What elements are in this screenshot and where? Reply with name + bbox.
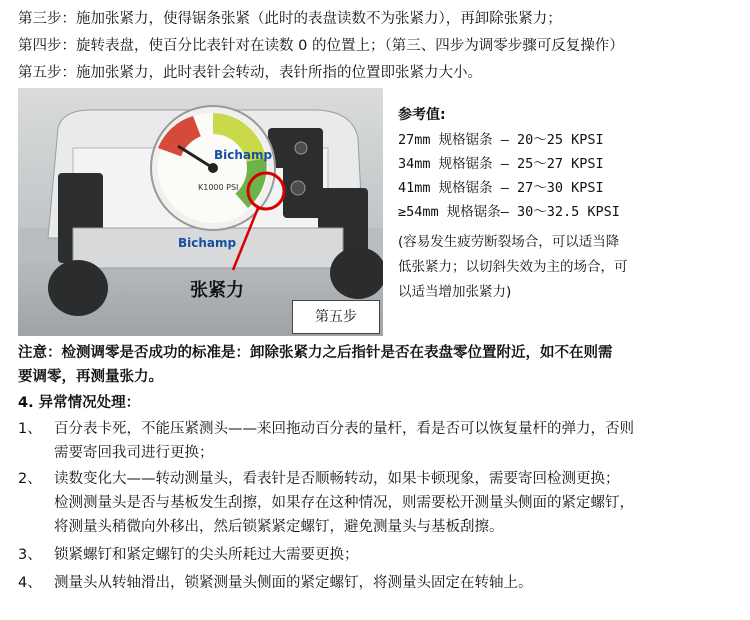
reference-note-line: 低张紧力；以切斜失效为主的场合，可 — [398, 259, 628, 275]
reference-row: 41mm 规格锯条 — 27～30 KPSI — [398, 180, 604, 196]
base-brand-text: Bichamp — [178, 236, 237, 250]
reference-note-line: 以适当增加张紧力) — [398, 284, 512, 300]
step-five-box: 第五步 — [292, 300, 380, 334]
tension-callout-label: 张紧力 — [190, 280, 244, 301]
step5-text: 第五步：施加张紧力，此时表针会转动，表针所指的位置即张紧力大小。 — [18, 65, 482, 81]
list-item-text: 读数变化大——转动测量头，看表针是否顺畅转动，如果卡顿现象，需要寄回检测更换； — [54, 471, 620, 487]
list-item-number: 1、 — [18, 421, 42, 437]
list-item-number: 4、 — [18, 575, 42, 591]
list-item-text: 测量头从转轴滑出，锁紧测量头侧面的紧定螺钉，将测量头固定在转轴上。 — [54, 575, 533, 591]
list-item-text: 检测测量头是否与基板发生刮擦，如果存在这种情况，则需要松开测量头侧面的紧定螺钉， — [54, 495, 634, 511]
reference-row: ≥54mm 规格锯条— 30～32.5 KPSI — [398, 204, 620, 220]
reference-title: 参考值: — [398, 107, 446, 123]
list-item-text: 将测量头稍微向外移出，然后锁紧紧定螺钉，避免测量头与基板刮擦。 — [54, 519, 504, 535]
reference-row: 34mm 规格锯条 — 25～27 KPSI — [398, 156, 604, 172]
reference-row: 27mm 规格锯条 — 20～25 KPSI — [398, 132, 604, 148]
step3-text: 第三步：施加张紧力，使得锯条张紧（此时的表盘读数不为张紧力），再卸除张紧力； — [18, 11, 562, 27]
notice-line: 要调零，再测量张力。 — [18, 369, 163, 385]
dial-brand-text: Bichamp — [214, 148, 273, 162]
dial-unit-text: K1000 PSI — [198, 183, 239, 192]
section-heading: 4. 异常情况处理： — [18, 395, 141, 411]
step4-text: 第四步：旋转表盘，使百分比表针对在读数 0 的位置上；（第三、四步为调零步骤可反复操作） — [18, 38, 624, 54]
reference-note-line: (容易发生疲劳断裂场合，可以适当降 — [398, 234, 620, 250]
notice-line: 注意：检测调零是否成功的标准是：卸除张紧力之后指针是否在表盘零位置附近，如不在则需 — [18, 345, 613, 361]
list-item-text: 百分表卡死，不能压紧测头——来回拖动百分表的量杆，看是否可以恢复量杆的弹力，否则 — [54, 421, 634, 437]
list-item-text: 需要寄回我司进行更换； — [54, 445, 214, 461]
list-item-number: 3、 — [18, 547, 42, 563]
list-item-number: 2、 — [18, 471, 42, 487]
list-item-text: 锁紧螺钉和紧定螺钉的尖头所耗过大需要更换； — [54, 547, 359, 563]
